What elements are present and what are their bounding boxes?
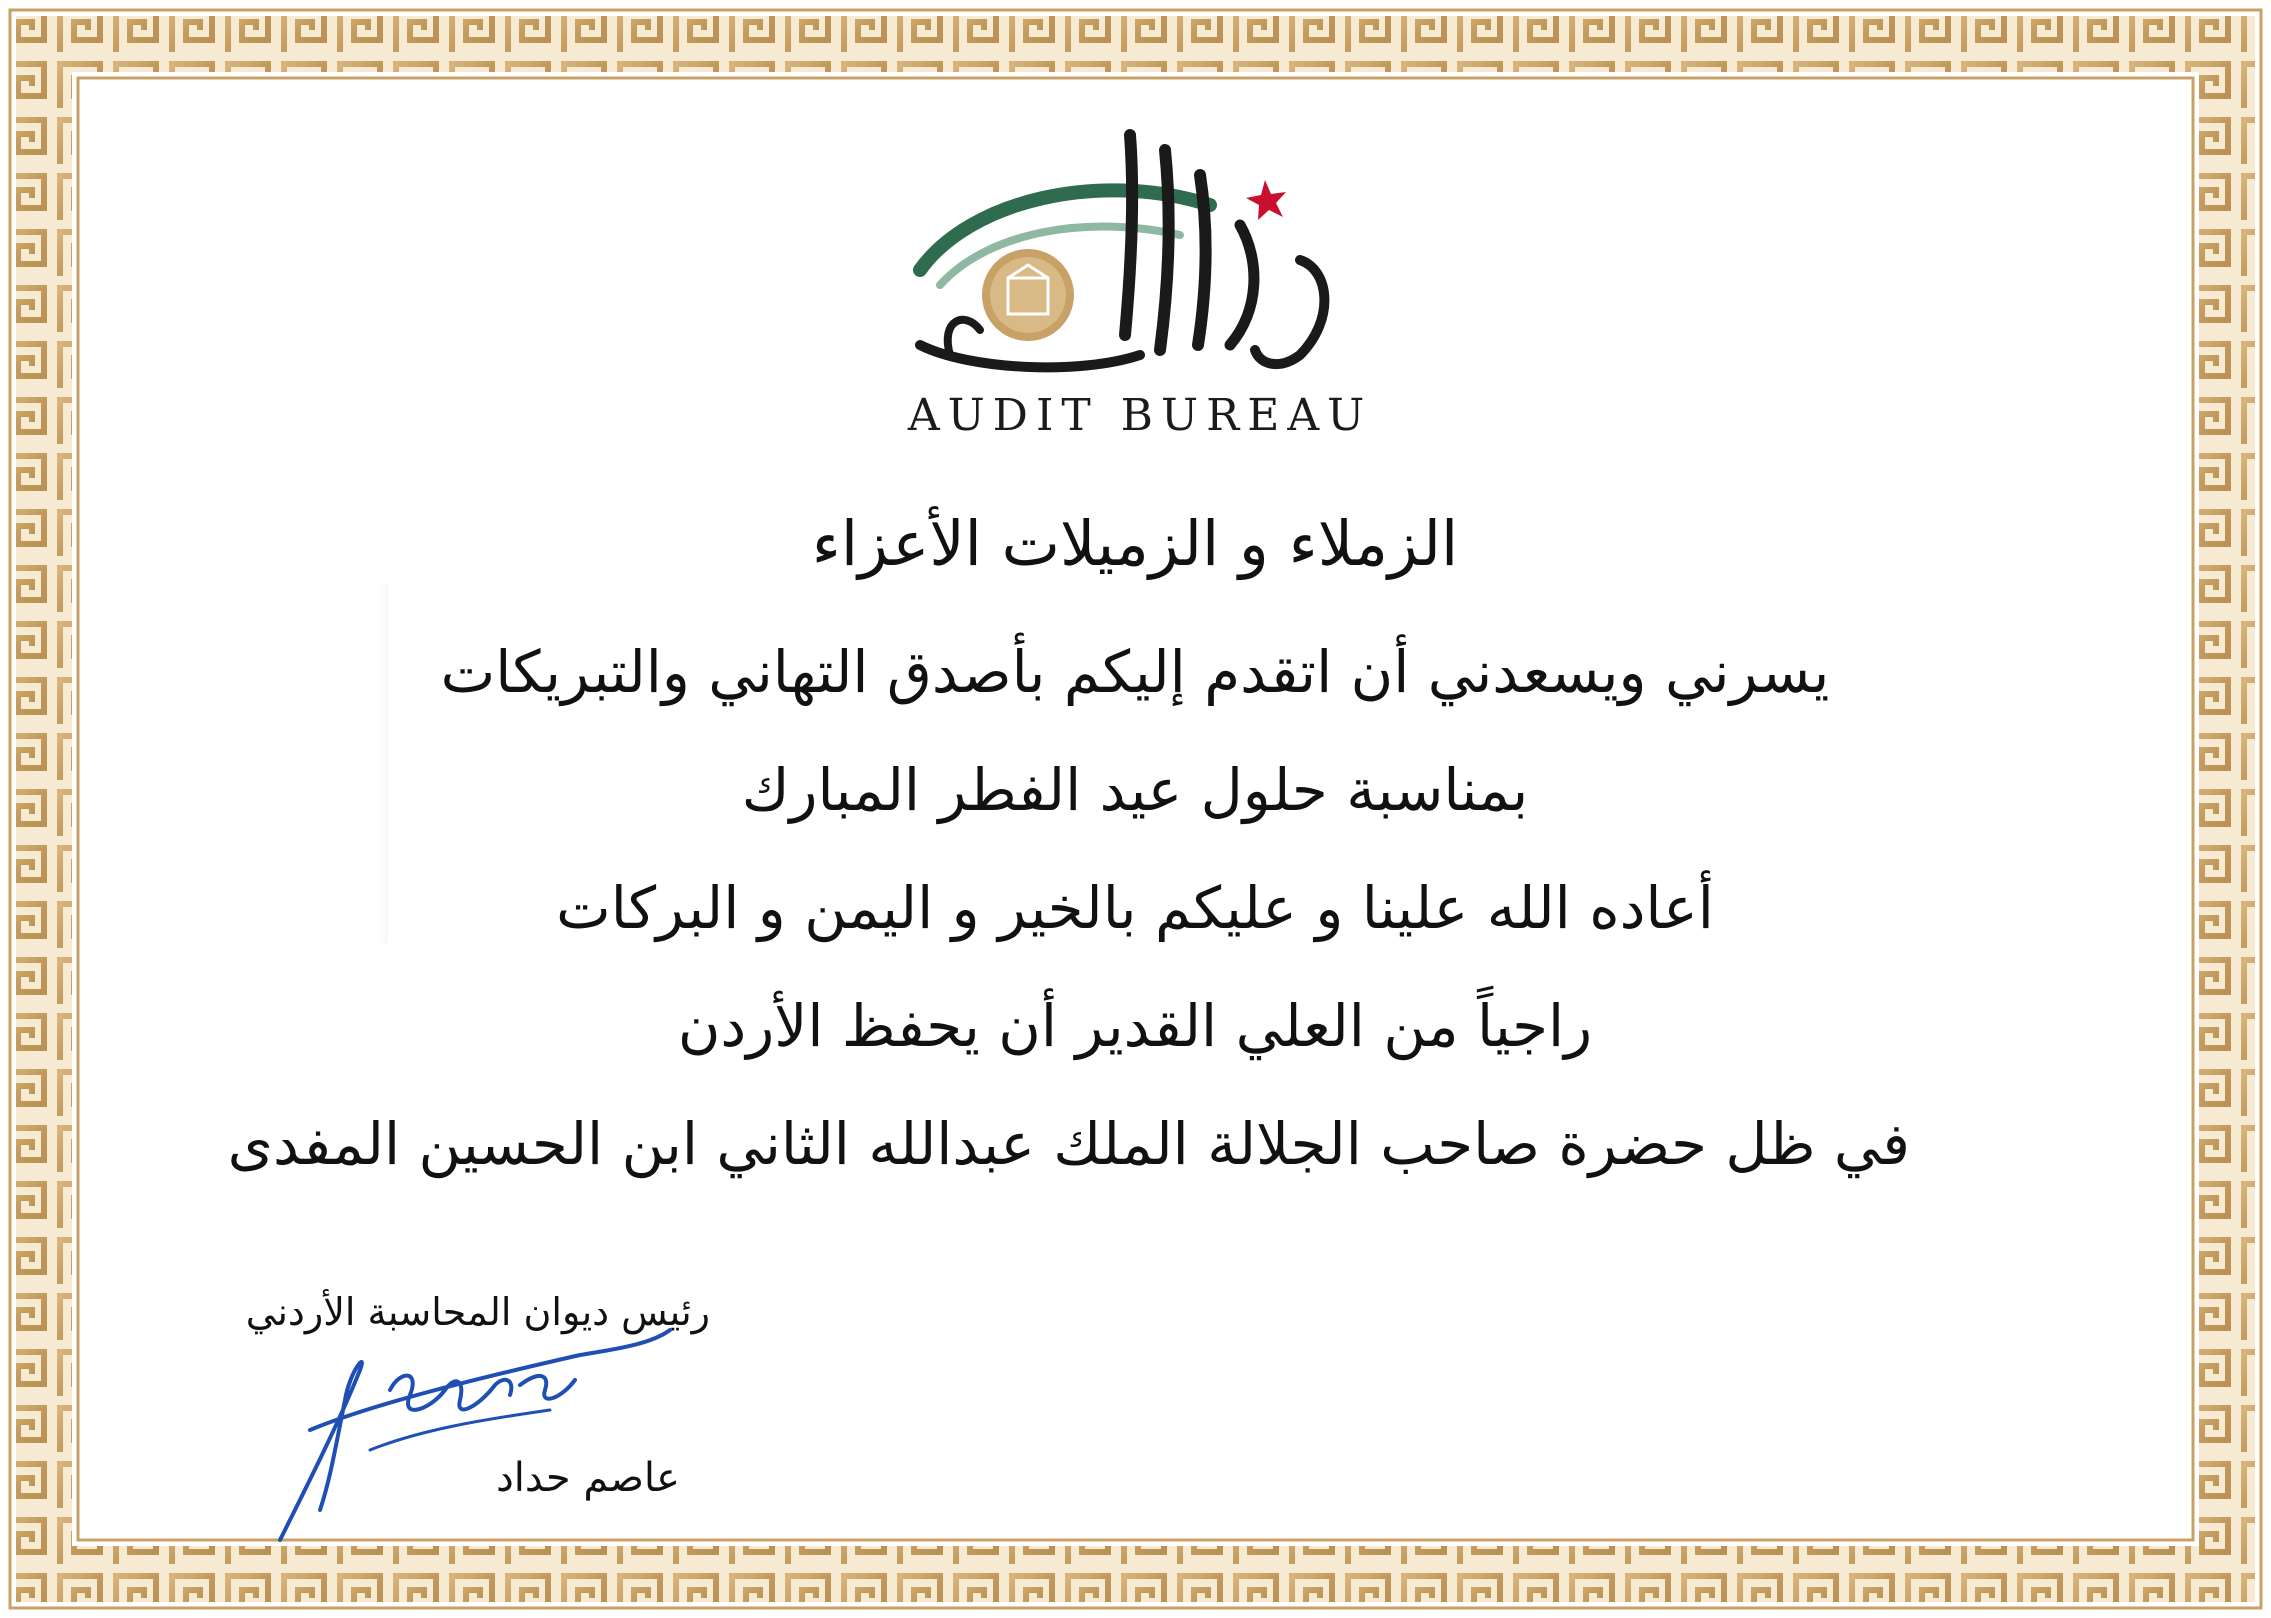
message-line-5: في ظل حضرة صاحب الجلالة الملك عبدالله الثاني ابن الحسين المفدى (227, 1110, 1910, 1178)
message-line-1: يسرني ويسعدني أن اتقدم إليكم بأصدق التهاني والتبريكات (440, 638, 1830, 706)
logo-emblem (880, 120, 1400, 410)
message-line-4: راجياً من العلي القدير أن يحفظ الأردن (677, 992, 1593, 1060)
signatory-name: عاصم حداد (495, 1455, 680, 1501)
audit-bureau-logo (880, 120, 1400, 440)
message-line-3: أعاده الله علينا و عليكم بالخير و اليمن و البركات (556, 874, 1714, 942)
handwritten-signature (250, 1310, 690, 1550)
logo-english-name: AUDIT BUREAU (907, 390, 1373, 441)
signatory-title: رئيس ديوان المحاسبة الأردني (245, 1290, 710, 1334)
greeting-message (227, 507, 1910, 1233)
message-line-2: بمناسبة حلول عيد الفطر المبارك (741, 756, 1529, 824)
greeting-salutation: الزملاء و الزميلات الأعزاء (811, 507, 1459, 580)
